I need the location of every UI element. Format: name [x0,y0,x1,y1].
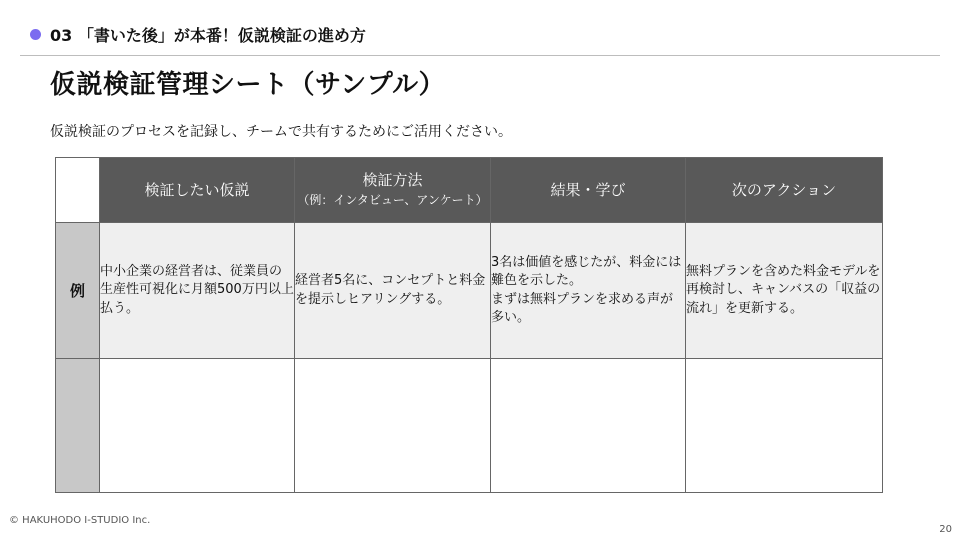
page-title: 仮説検証管理シート（サンプル） [50,70,446,100]
blank-results-cell[interactable] [491,359,686,493]
bullet-dot-icon [30,29,41,40]
header-divider [20,55,940,56]
column-header-label: 検証方法 [362,171,423,190]
table-header-row [56,158,883,223]
row-label-example: 例 [56,223,100,359]
column-header-next-action [686,158,883,223]
column-header-hypothesis [100,158,295,223]
blank-method-cell[interactable] [295,359,491,493]
column-header-note: （例：インタビュー、アンケート） [297,192,488,207]
section-header [30,22,366,46]
table-corner-cell [56,158,100,223]
example-hypothesis-cell: 中小企業の経営者は、従業員の生産性可視化に月額500万円以上払う。 [100,223,295,359]
column-header-results [491,158,686,223]
column-header-method [295,158,491,223]
example-method-cell: 経営者5名に、コンセプトと料金を提示しヒアリングする。 [295,223,491,359]
hypothesis-sheet-table [55,157,883,493]
row-label-blank [56,359,100,493]
example-next-action-cell: 無料プランを含めた料金モデルを再検討し、キャンバスの「収益の流れ」を更新する。 [686,223,883,359]
table-row-blank [56,359,883,493]
table-row-example [56,223,883,359]
column-header-label: 結果・学び [550,180,626,199]
column-header-label: 検証したい仮説 [144,180,250,199]
page-number: 20 [939,524,952,535]
blank-next-action-cell[interactable] [686,359,883,493]
blank-hypothesis-cell[interactable] [100,359,295,493]
page-description: 仮説検証のプロセスを記録し、チームで共有するためにご活用ください。 [50,124,512,140]
section-label: 03 「書いた後」が本番！仮説検証の進め方 [50,25,366,45]
column-header-label: 次のアクション [731,180,837,199]
example-results-cell: 3名は価値を感じたが、料金には難色を示した。 まずは無料プランを求める声が多い。 [491,223,686,359]
footer-copyright: © HAKUHODO I-STUDIO Inc. [9,515,151,526]
